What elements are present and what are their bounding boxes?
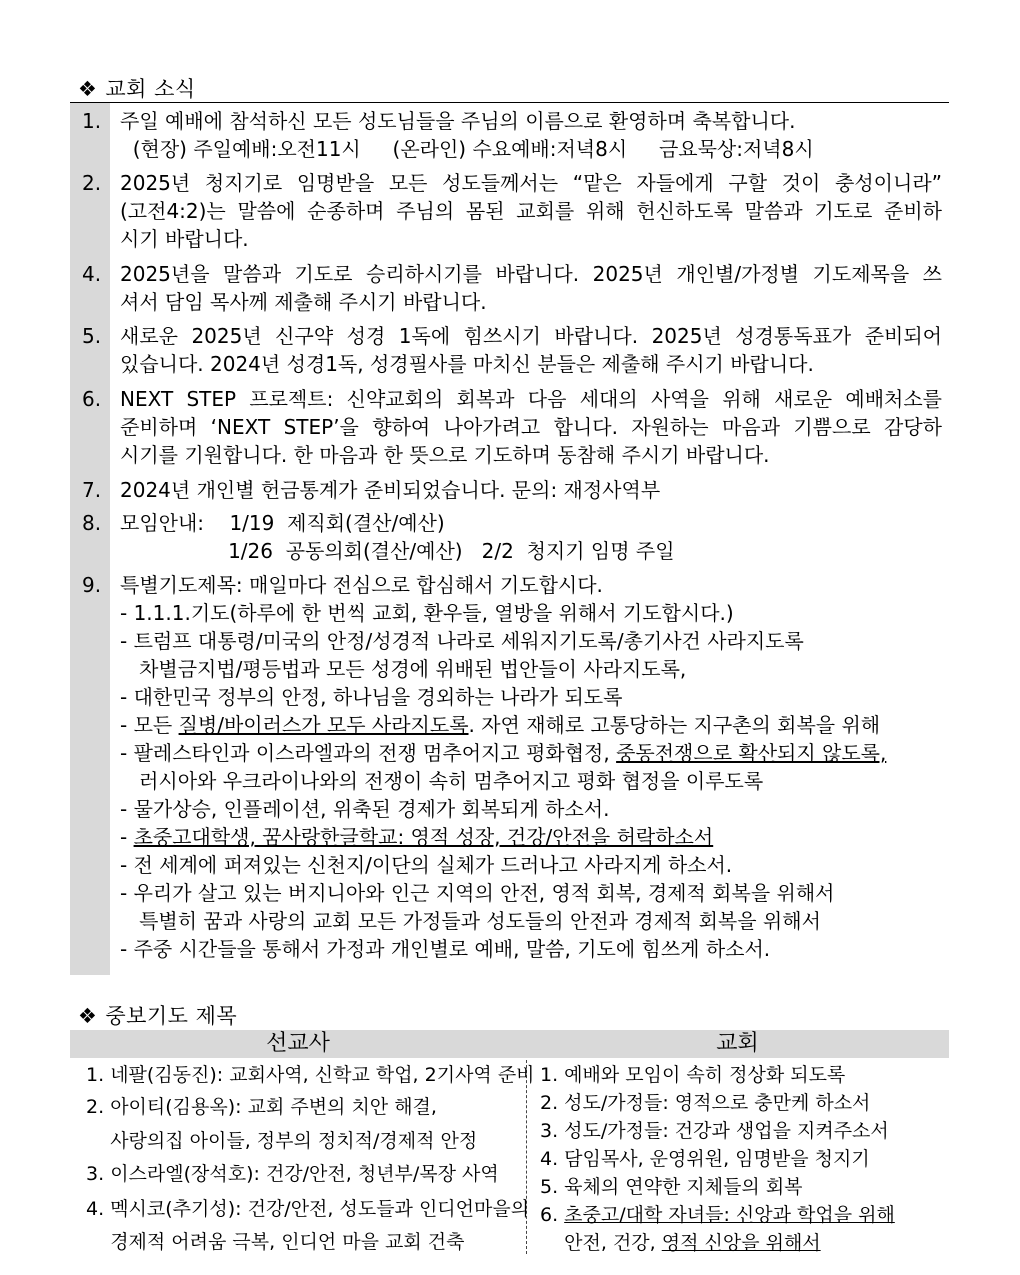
missionary-column-header: 선교사: [70, 1030, 526, 1058]
news-item-line: 시기 바랍니다.: [120, 227, 249, 251]
news-item-line: 2025년을 말씀과 기도로 승리하시기를 바랍니다. 2025년 개인별/가정별 기도제목을 쓰: [120, 262, 942, 286]
news-item-number: 2.: [82, 171, 102, 195]
news-item-line: (현장) 주일예배:오전11시 (온라인) 수요예배:저녁8시 금요묵상:저녁8시: [120, 137, 814, 161]
missionary-prayer-item: 4. 멕시코(추기성): 건강/안전, 성도들과 인디언마을의: [80, 1198, 530, 1220]
diamond-bullet-icon: ❖: [78, 1004, 98, 1028]
news-item-line: - 우리가 살고 있는 버지니아와 인근 지역의 안전, 영적 회복, 경제적 회복을 위해서: [120, 881, 835, 905]
prayer-section-title: [78, 1000, 237, 1030]
news-item-number: 1.: [82, 109, 102, 133]
missionary-prayer-item: 2. 아이티(김용옥): 교회 주변의 치안 해결,: [80, 1096, 437, 1118]
missionary-prayer-item: 경제적 어려움 극복, 인디언 마을 교회 건축: [80, 1231, 465, 1253]
news-item-line: 주일 예배에 참석하신 모든 성도님들을 주님의 이름으로 환영하며 축복합니다.: [120, 109, 796, 133]
news-item-line: 특별히 꿈과 사랑의 교회 모든 가정들과 성도들의 안전과 경제적 회복을 위해서: [120, 909, 821, 933]
church-column-header: 교회: [526, 1030, 949, 1058]
news-item-body: [120, 107, 942, 163]
underlined-text: 초중고대학생, 꿈사랑한글학교: 영적 성장, 건강/안전을 허락하소서: [133, 825, 714, 849]
missionary-prayer-item: 1. 네팔(김동진): 교회사역, 신학교 학업, 2기사역 준비: [80, 1064, 535, 1086]
news-item-number: 8.: [82, 511, 102, 535]
underlined-text: 영적 신앙을 위해서: [661, 1232, 821, 1254]
missionary-prayer-item: 3. 이스라엘(장석호): 건강/안전, 청년부/목장 사역: [80, 1163, 499, 1185]
missionary-prayer-item: 사랑의집 아이들, 정부의 정치적/경제적 안정: [80, 1130, 478, 1152]
news-item-line: - 대한민국 정부의 안정, 하나님을 경외하는 나라가 되도록: [120, 685, 623, 709]
news-item-number: 4.: [82, 262, 102, 286]
news-section-title: [78, 73, 196, 103]
news-item-number: 5.: [82, 324, 102, 348]
news-item-line: 러시아와 우크라이나와의 전쟁이 속히 멈추어지고 평화 협정을 이루도록: [120, 769, 764, 793]
underlined-text: 초중고/대학 자녀들: 신앙과 학업을 위해: [564, 1204, 895, 1226]
church-prayer-item: 1. 예배와 모임이 속히 정상화 되도록: [540, 1064, 846, 1086]
news-item-line: 특별기도제목: 매일마다 전심으로 합심해서 기도합시다.: [120, 573, 603, 597]
news-item-line: 2024년 개인별 헌금통계가 준비되었습니다. 문의: 재정사역부: [120, 478, 661, 502]
underlined-text: 중동전쟁으로 확산되지 않도록,: [616, 741, 887, 765]
news-item-body: [120, 571, 942, 963]
news-item-line: - 전 세계에 퍼져있는 신천지/이단의 실체가 드러나고 사라지게 하소서.: [120, 853, 733, 877]
prayer-table: [70, 1030, 949, 1260]
news-item-line: NEXT STEP 프로젝트: 신약교회의 회복과 다음 세대의 사역을 위해 새로운 예배처소를: [120, 387, 942, 411]
news-item-line: 2025년 청지기로 임명받을 모든 성도들께서는 “맡은 자들에게 구할 것이 충성이니라”: [120, 171, 942, 195]
news-item-line: 모임안내: 1/19 제직회(결산/예산): [120, 511, 445, 535]
church-prayer-item: 2. 성도/가정들: 영적으로 충만케 하소서: [540, 1092, 871, 1114]
prayer-title-text: 중보기도 제목: [105, 1004, 238, 1028]
news-item-line: 있습니다. 2024년 성경1독, 성경필사를 마치신 분들은 제출해 주시기 바랍니다.: [120, 352, 814, 376]
underlined-text: 질병/바이러스가 모두 사라지도록: [178, 713, 469, 737]
news-item-line: - 팔레스타인과 이스라엘과의 전쟁 멈추어지고 평화협정, 중동전쟁으로 확산되지 않도록,: [120, 741, 887, 765]
news-item-line: - 주중 시간들을 통해서 가정과 개인별로 예배, 말씀, 기도에 힘쓰게 하소서.: [120, 937, 771, 961]
news-item-line: 셔서 담임 목사께 제출해 주시기 바랍니다.: [120, 290, 487, 314]
news-item-number: 6.: [82, 387, 102, 411]
church-prayer-item: 5. 육체의 연약한 지체들의 회복: [540, 1176, 803, 1198]
news-item-body: [120, 169, 942, 253]
news-item-line: - 물가상승, 인플레이션, 위축된 경제가 회복되게 하소서.: [120, 797, 610, 821]
news-item-body: [120, 322, 942, 378]
diamond-bullet-icon: ❖: [78, 77, 98, 101]
church-prayer-item: 안전, 건강, 영적 신앙을 위해서: [540, 1232, 821, 1254]
news-list: [70, 102, 949, 975]
news-item-line: 차별금지법/평등법과 모든 성경에 위배된 법안들이 사라지도록,: [120, 657, 687, 681]
column-divider: [526, 1060, 527, 1254]
news-item-line: (고전4:2)는 말씀에 순종하며 주님의 몸된 교회를 위해 헌신하도록 말씀과 기도로 준비하: [120, 199, 942, 223]
news-item-line: - 1.1.1.기도(하루에 한 번씩 교회, 환우들, 열방을 위해서 기도합시다.): [120, 601, 734, 625]
church-prayer-item: 4. 담임목사, 운영위원, 임명받을 청지기: [540, 1148, 870, 1170]
news-item-line: 준비하며 ‘NEXT STEP’을 향하여 나아가려고 합니다. 자원하는 마음과 기쁨으로 감당하: [120, 415, 942, 439]
number-column-shade: [70, 103, 110, 975]
news-item-body: [120, 509, 942, 565]
church-prayer-item: 3. 성도/가정들: 건강과 생업을 지켜주소서: [540, 1120, 889, 1142]
news-item-number: 7.: [82, 478, 102, 502]
news-item-number: 9.: [82, 573, 102, 597]
news-item-line: - 트럼프 대통령/미국의 안정/성경적 나라로 세워지기도록/총기사건 사라지도록: [120, 629, 804, 653]
news-item-body: [120, 260, 942, 316]
news-item-body: [120, 476, 942, 504]
church-prayer-item: 6. 초중고/대학 자녀들: 신앙과 학업을 위해: [540, 1204, 895, 1226]
news-item-line: - 초중고대학생, 꿈사랑한글학교: 영적 성장, 건강/안전을 허락하소서: [120, 825, 714, 849]
news-item-line: 1/26 공동의회(결산/예산) 2/2 청지기 임명 주일: [120, 539, 675, 563]
news-item-line: - 모든 질병/바이러스가 모두 사라지도록. 자연 재해로 고통당하는 지구촌의 회복을 위해: [120, 713, 881, 737]
news-item-body: [120, 385, 942, 469]
news-item-line: 시기를 기원합니다. 한 마음과 한 뜻으로 기도하며 동참해 주시기 바랍니다.: [120, 443, 770, 467]
news-title-text: 교회 소식: [105, 77, 196, 101]
news-item-line: 새로운 2025년 신구약 성경 1독에 힘쓰시기 바랍니다. 2025년 성경통독표가 준비되어: [120, 324, 942, 348]
